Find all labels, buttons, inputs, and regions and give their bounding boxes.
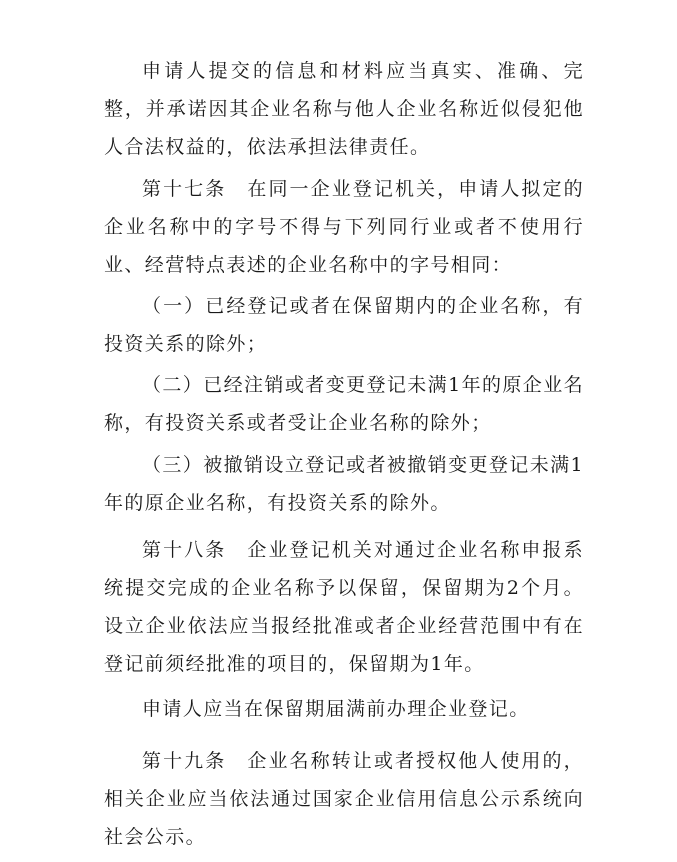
paragraph-applicant-responsibility: 申请人提交的信息和材料应当真实、准确、完整，并承诺因其企业名称与他人企业名称近似侵犯他人合法权益的，依法承担法律责任。 xyxy=(104,60,584,158)
paragraph-article-17-item-3: （三）被撤销设立登记或者被撤销变更登记未满1年的原企业名称，有投资关系的除外。 xyxy=(104,454,584,514)
paragraph-article-17-item-2: （二）已经注销或者变更登记未满1年的原企业名称，有投资关系或者受让企业名称的除外； xyxy=(104,374,584,434)
paragraph-registration-before-expiry: 申请人应当在保留期届满前办理企业登记。 xyxy=(142,698,530,720)
paragraph-article-17: 第十七条 在同一企业登记机关，申请人拟定的企业名称中的字号不得与下列同行业或者不使用行业、经营特点表述的企业名称中的字号相同： xyxy=(104,178,584,276)
paragraph-article-19: 第十九条 企业名称转让或者授权他人使用的，相关企业应当依法通过国家企业信用信息公示系统向社会公示。 xyxy=(104,750,584,848)
paragraph-article-18: 第十八条 企业登记机关对通过企业名称申报系统提交完成的企业名称予以保留，保留期为2个月。设立企业依法应当报经批准或者企业经营范围中有在登记前须经批准的项目的，保留期为1年。 xyxy=(104,539,584,675)
paragraph-article-17-item-1: （一）已经登记或者在保留期内的企业名称，有投资关系的除外； xyxy=(104,295,584,355)
